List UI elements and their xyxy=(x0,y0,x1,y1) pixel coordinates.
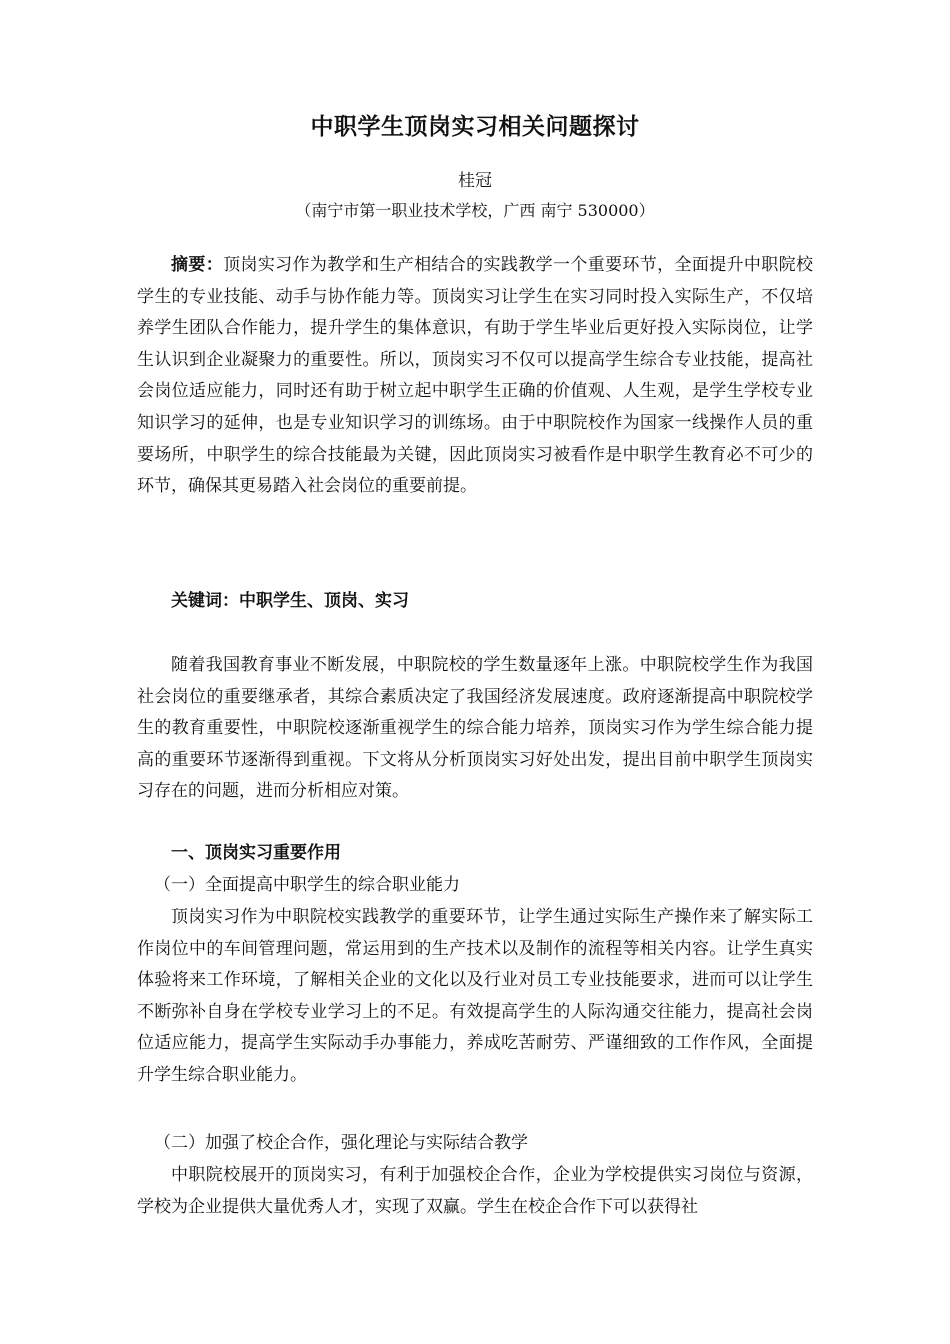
subsection-2-paragraph: 中职院校展开的顶岗实习，有利于加强校企合作，企业为学校提供实习岗位与资源，学校为企业提供大量优秀人才，实现了双赢。学生在校企合作下可以获得社 xyxy=(137,1165,813,1217)
section-heading-1: 一、顶岗实习重要作用 xyxy=(171,843,341,863)
abstract-paragraph xyxy=(137,250,813,503)
abstract-text: 顶岗实习作为教学和生产相结合的实践教学一个重要环节，全面提升中职院校学生的专业技能、动手与协作能力等。顶岗实习让学生在实习同时投入实际生产，不仅培养学生团队合作能力，提升学生的集体意识，有助于学生毕业后更好投入实际岗位，让学生认识到企业凝聚力的重要性。所以，顶岗实习不仅可以提高学生综合专业技能，提高社会岗位适应能力，同时还有助于树立起中职学生正确的价值观、人生观，是学生学校专业知识学习的延伸，也是专业知识学习的训练场。由于中职院校作为国家一线操作人员的重要场所，中职学生的综合技能最为关键，因此顶岗实习被看作是中职学生教育必不可少的环节，确保其更易踏入社会岗位的重要前提。 xyxy=(137,255,814,497)
keywords-line: 关键词：中职学生、顶岗、实习 xyxy=(171,591,409,611)
abstract-label: 摘要： xyxy=(171,255,224,275)
author-name: 桂冠 xyxy=(458,171,492,191)
subsection-heading-2: （二）加强了校企合作，强化理论与实际结合教学 xyxy=(154,1133,528,1153)
subsection-1-paragraph: 顶岗实习作为中职院校实践教学的重要环节，让学生通过实际生产操作来了解实际工作岗位中的车间管理问题，常运用到的生产技术以及制作的流程等相关内容。让学生真实体验将来工作环境，了解相关企业的文化以及行业对员工专业技能要求，进而可以让学生不断弥补自身在学校专业学习上的不足。有效提高学生的人际沟通交往能力，提高社会岗位适应能力，提高学生实际动手办事能力，养成吃苦耐劳、严谨细致的工作作风，全面提升学生综合职业能力。 xyxy=(137,907,813,1085)
paper-title: 中职学生顶岗实习相关问题探讨 xyxy=(310,113,640,140)
author-affiliation: （南宁市第一职业技术学校，广西 南宁 530000） xyxy=(295,201,655,220)
intro-paragraph: 随着我国教育事业不断发展，中职院校的学生数量逐年上涨。中职院校学生作为我国社会岗位的重要继承者，其综合素质决定了我国经济发展速度。政府逐渐提高中职院校学生的教育重要性，中职院校逐渐重视学生的综合能力培养，顶岗实习作为学生综合能力提高的重要环节逐渐得到重视。下文将从分析顶岗实习好处出发，提出目前中职学生顶岗实习存在的问题，进而分析相应对策。 xyxy=(137,655,813,802)
subsection-heading-1: （一）全面提高中职学生的综合职业能力 xyxy=(154,875,460,895)
